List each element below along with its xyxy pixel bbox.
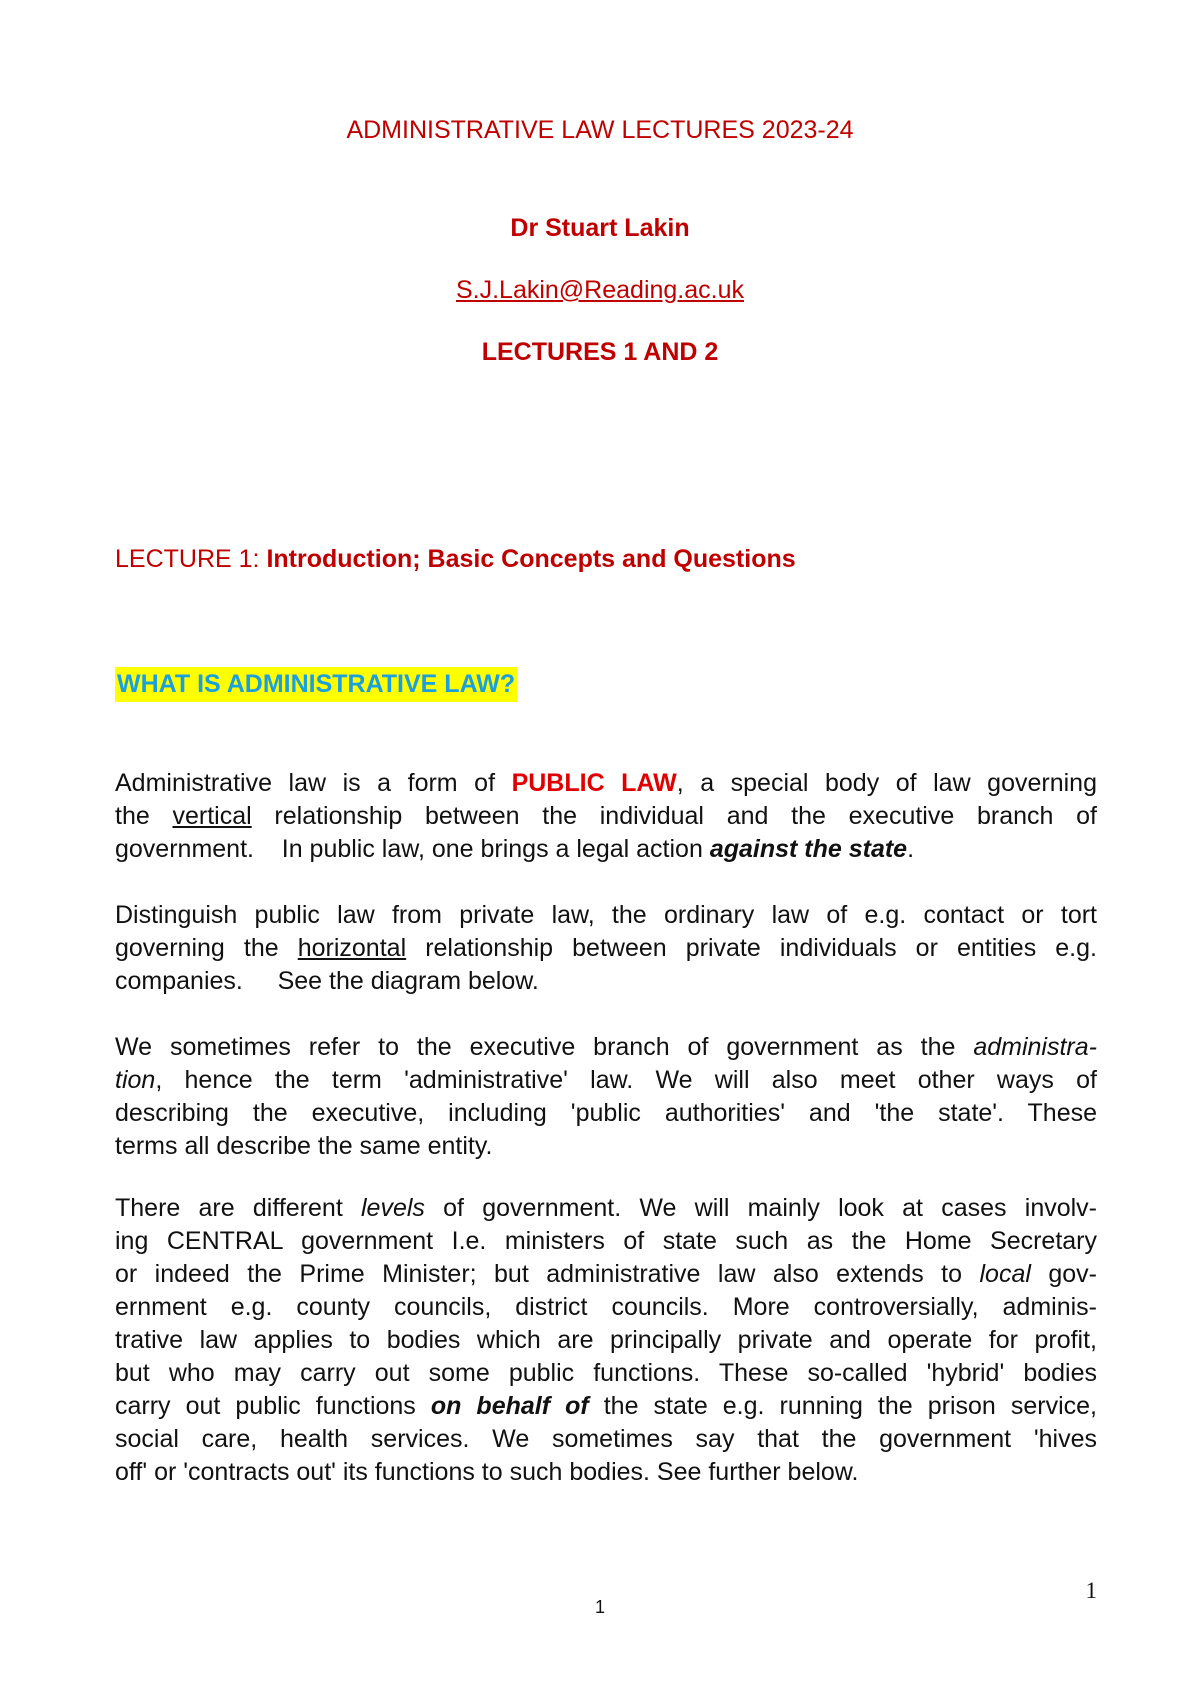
administration-italic: administra- [973, 1033, 1097, 1061]
text-line: but who may carry out some public functions. These so-called 'hybrid' bodies [115, 1359, 1097, 1387]
lecture-1-prefix: LECTURE 1: [115, 545, 267, 573]
text-span: There are different [115, 1194, 361, 1222]
on-behalf-emphasis: on behalf of [430, 1392, 589, 1420]
text-line [115, 1031, 1097, 1064]
text-line [115, 1192, 1097, 1225]
levels-italic: levels [361, 1194, 425, 1222]
text-span: governing the [115, 934, 298, 962]
text-line: trative law applies to bodies which are principally private and operate for profit, [115, 1326, 1097, 1354]
text-line: ernment e.g. county councils, district councils. More controversially, adminis- [115, 1293, 1097, 1321]
text-span: carry out public functions [115, 1392, 431, 1420]
text-span: or indeed the Prime Minister; but administrative law also extends to [115, 1260, 980, 1288]
text-span: . [907, 835, 915, 863]
against-state-emphasis: against the state [709, 835, 908, 863]
text-line: Distinguish public law from private law, the ordinary law of e.g. contact or tort [115, 901, 1097, 929]
text-span: We sometimes refer to the executive branch of government as the [115, 1033, 974, 1061]
text-span: the [115, 802, 173, 830]
paragraph-administration [115, 1031, 1097, 1163]
text-span: of government. We will mainly look at cases involv- [424, 1194, 1097, 1222]
tion-italic: tion [115, 1066, 156, 1094]
text-line [115, 932, 1097, 965]
vertical-underlined: vertical [172, 802, 252, 830]
text-span: the state e.g. running the prison service, [588, 1392, 1097, 1420]
text-span: relationship between the individual and the executive branch of [251, 802, 1098, 830]
document-title: ADMINISTRATIVE LAW LECTURES 2023-24 [346, 116, 854, 144]
text-line [115, 833, 1097, 866]
lecture-1-heading [115, 545, 796, 574]
text-span: government. In public law, one brings a legal action [115, 835, 710, 863]
text-line [115, 1064, 1097, 1097]
text-line: terms all describe the same entity. [115, 1132, 493, 1160]
text-line [115, 1390, 1097, 1423]
author-email [0, 276, 1200, 305]
text-line [115, 1258, 1097, 1291]
email-link[interactable]: S.J.Lakin@Reading.ac.uk [455, 276, 745, 304]
paragraph-levels-of-government [115, 1192, 1097, 1489]
public-law-emphasis: PUBLIC LAW [511, 769, 677, 797]
lecture-1-topic: Introduction; Basic Concepts and Questions [266, 545, 796, 573]
text-line [115, 767, 1097, 800]
section-heading: WHAT IS ADMINISTRATIVE LAW? [115, 667, 517, 702]
lectures-heading: LECTURES 1 AND 2 [481, 338, 719, 366]
paragraph-public-law [115, 767, 1097, 866]
horizontal-underlined: horizontal [297, 934, 407, 962]
page-number-right: 1 [1085, 1578, 1097, 1603]
text-span: gov- [1030, 1260, 1097, 1288]
text-line: describing the executive, including 'public authorities' and 'the state'. These [115, 1099, 1097, 1127]
author-name: Dr Stuart Lakin [510, 214, 690, 242]
page-number-footer: 1 [594, 1597, 605, 1617]
text-span: Administrative law is a form of [115, 769, 512, 797]
text-line: off' or 'contracts out' its functions to such bodies. See further below. [115, 1458, 859, 1486]
text-line: ing CENTRAL government I.e. ministers of state such as the Home Secretary [115, 1227, 1097, 1255]
text-span: relationship between private individuals or entities e.g. [406, 934, 1097, 962]
text-span: , hence the term 'administrative' law. We will also meet other ways of [155, 1066, 1097, 1094]
text-line: social care, health services. We sometimes say that the government 'hives [115, 1425, 1097, 1453]
text-span: , a special body of law governing [676, 769, 1097, 797]
local-italic: local [979, 1260, 1031, 1288]
text-line [115, 800, 1097, 833]
paragraph-private-law [115, 899, 1097, 998]
text-line: companies. See the diagram below. [115, 967, 539, 995]
